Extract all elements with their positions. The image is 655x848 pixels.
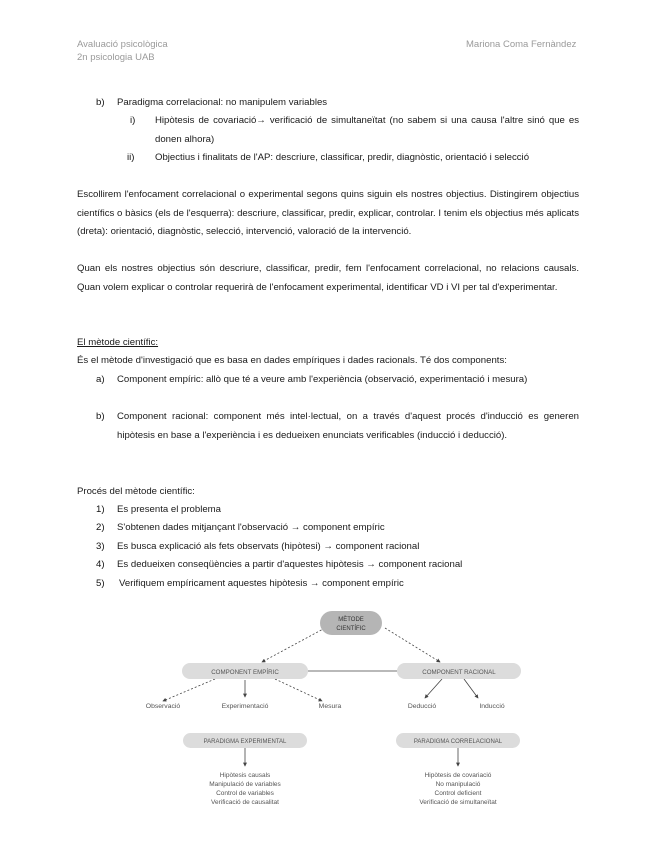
diagram-exp-item: Control de variables xyxy=(216,790,274,797)
diagram-leaf-induccio: Inducció xyxy=(479,703,505,710)
header-year: 2n psicologia UAB xyxy=(77,52,155,63)
diagram-node-experimental-label: PARADIGMA EXPERIMENTAL xyxy=(203,739,287,745)
section-heading-process: Procés del mètode científic: xyxy=(77,486,195,497)
list-marker: 4) xyxy=(96,559,105,570)
diagram-root-line: CIENTÍFIC xyxy=(336,626,366,632)
diagram-node-racional-label: COMPONENT RACIONAL xyxy=(422,669,496,676)
list-marker: 5) xyxy=(96,578,105,589)
diagram-leaf-experimentacio: Experimentació xyxy=(221,703,269,710)
process-step: Verifiquem empíricament aquestes hipòtesis → component empíric xyxy=(119,578,404,589)
diagram-node-empiric-label: COMPONENT EMPÍRIC xyxy=(211,669,279,676)
list-marker: i) xyxy=(130,115,136,126)
header-author: Mariona Coma Fernàndez xyxy=(466,39,577,50)
diagram-cor-item: Control deficient xyxy=(434,790,482,797)
diagram-leaf-deduccio: Deducció xyxy=(407,703,437,710)
list-marker: 3) xyxy=(96,541,105,552)
diagram-exp-item: Manipulació de variables xyxy=(209,781,281,788)
diagram-connector xyxy=(163,679,215,701)
method-intro: És el mètode d'investigació que es basa en dades empíriques i dades racionals. Té dos components: xyxy=(77,355,507,366)
diagram-connector xyxy=(262,628,325,662)
diagram-cor-item: Verificació de simultaneïtat xyxy=(419,799,497,806)
diagram-root-line: MÈTODE xyxy=(338,617,364,623)
process-step: Es busca explicació als fets observats (hipòtesi) → component racional xyxy=(117,541,420,552)
diagram-connector xyxy=(275,679,322,701)
diagram-connector xyxy=(425,679,442,698)
method-diagram xyxy=(0,600,655,830)
process-step: S'obtenen dades mitjançant l'observació → component empíric xyxy=(117,522,385,533)
list-marker: 2) xyxy=(96,522,105,533)
paradigm-b-item: Objectius i finalitats de l'AP: descriure, classificar, predir, diagnòstic, orientació i selecció xyxy=(155,152,530,163)
diagram-cor-item: No manipulació xyxy=(435,781,481,788)
diagram-exp-item: Verificació de causalitat xyxy=(211,799,279,806)
diagram-node-correlacional-label: PARADIGMA CORRELACIONAL xyxy=(413,739,503,745)
section-heading-method: El mètode científic: xyxy=(77,337,159,348)
process-step: Es presenta el problema xyxy=(117,504,221,515)
process-step: Es dedueixen conseqüències a partir d'aquestes hipòtesis → component racional xyxy=(117,559,463,570)
paragraph-objectives: Escollirem l'enfocament correlacional o experimental segons quins siguin els nostres objectius. Distingirem objectius científics o bàsics (els de l'esquerra): descriure, classificar, predir, explicar, controlar. I tenim els objectius més aplicats (dreta): orientació, diagnòstic, selecció, intervenció, valoració de la intervenció. xyxy=(77,189,579,238)
diagram-exp-item: Hipòtesis causals xyxy=(219,772,271,779)
list-marker: 1) xyxy=(96,504,105,515)
diagram-leaf-observacio: Observació xyxy=(145,703,181,710)
paradigm-b-title: Paradigma correlacional: no manipulem variables xyxy=(117,97,328,108)
paragraph-approach: Quan els nostres objectius són descriure, classificar, predir, fem l'enfocament correlacional, no relacions causals. Quan volem explicar o controlar requerirà de l'enfocament experimental, identificar VD i VI per tal d'experimentar. xyxy=(77,263,579,293)
list-marker: a) xyxy=(96,374,105,385)
diagram-leaf-mesura: Mesura xyxy=(318,703,342,710)
diagram-cor-item: Hipòtesis de covariació xyxy=(424,772,492,779)
list-marker: b) xyxy=(96,97,105,108)
list-marker: b) xyxy=(96,411,105,422)
diagram-connector xyxy=(464,679,478,698)
component-empiric: Component empíric: allò que té a veure amb l'experiència (observació, experimentació i mesura) xyxy=(117,374,528,385)
header-course: Avaluació psicològica xyxy=(77,39,168,50)
paradigm-b-item: Hipòtesis de covariació→ verificació de simultaneïtat (no sabem si una causa l'altre sinó que es donen alhora) xyxy=(155,115,579,145)
component-racional: Component racional: component més intel·lectual, on a través d'aquest procés d'inducció es generen hipòtesis en base a l'experiència i es dedueixen enunciats verificables (inducció i deducció). xyxy=(117,411,579,441)
list-marker: ii) xyxy=(127,152,135,163)
diagram-connector xyxy=(385,628,440,662)
